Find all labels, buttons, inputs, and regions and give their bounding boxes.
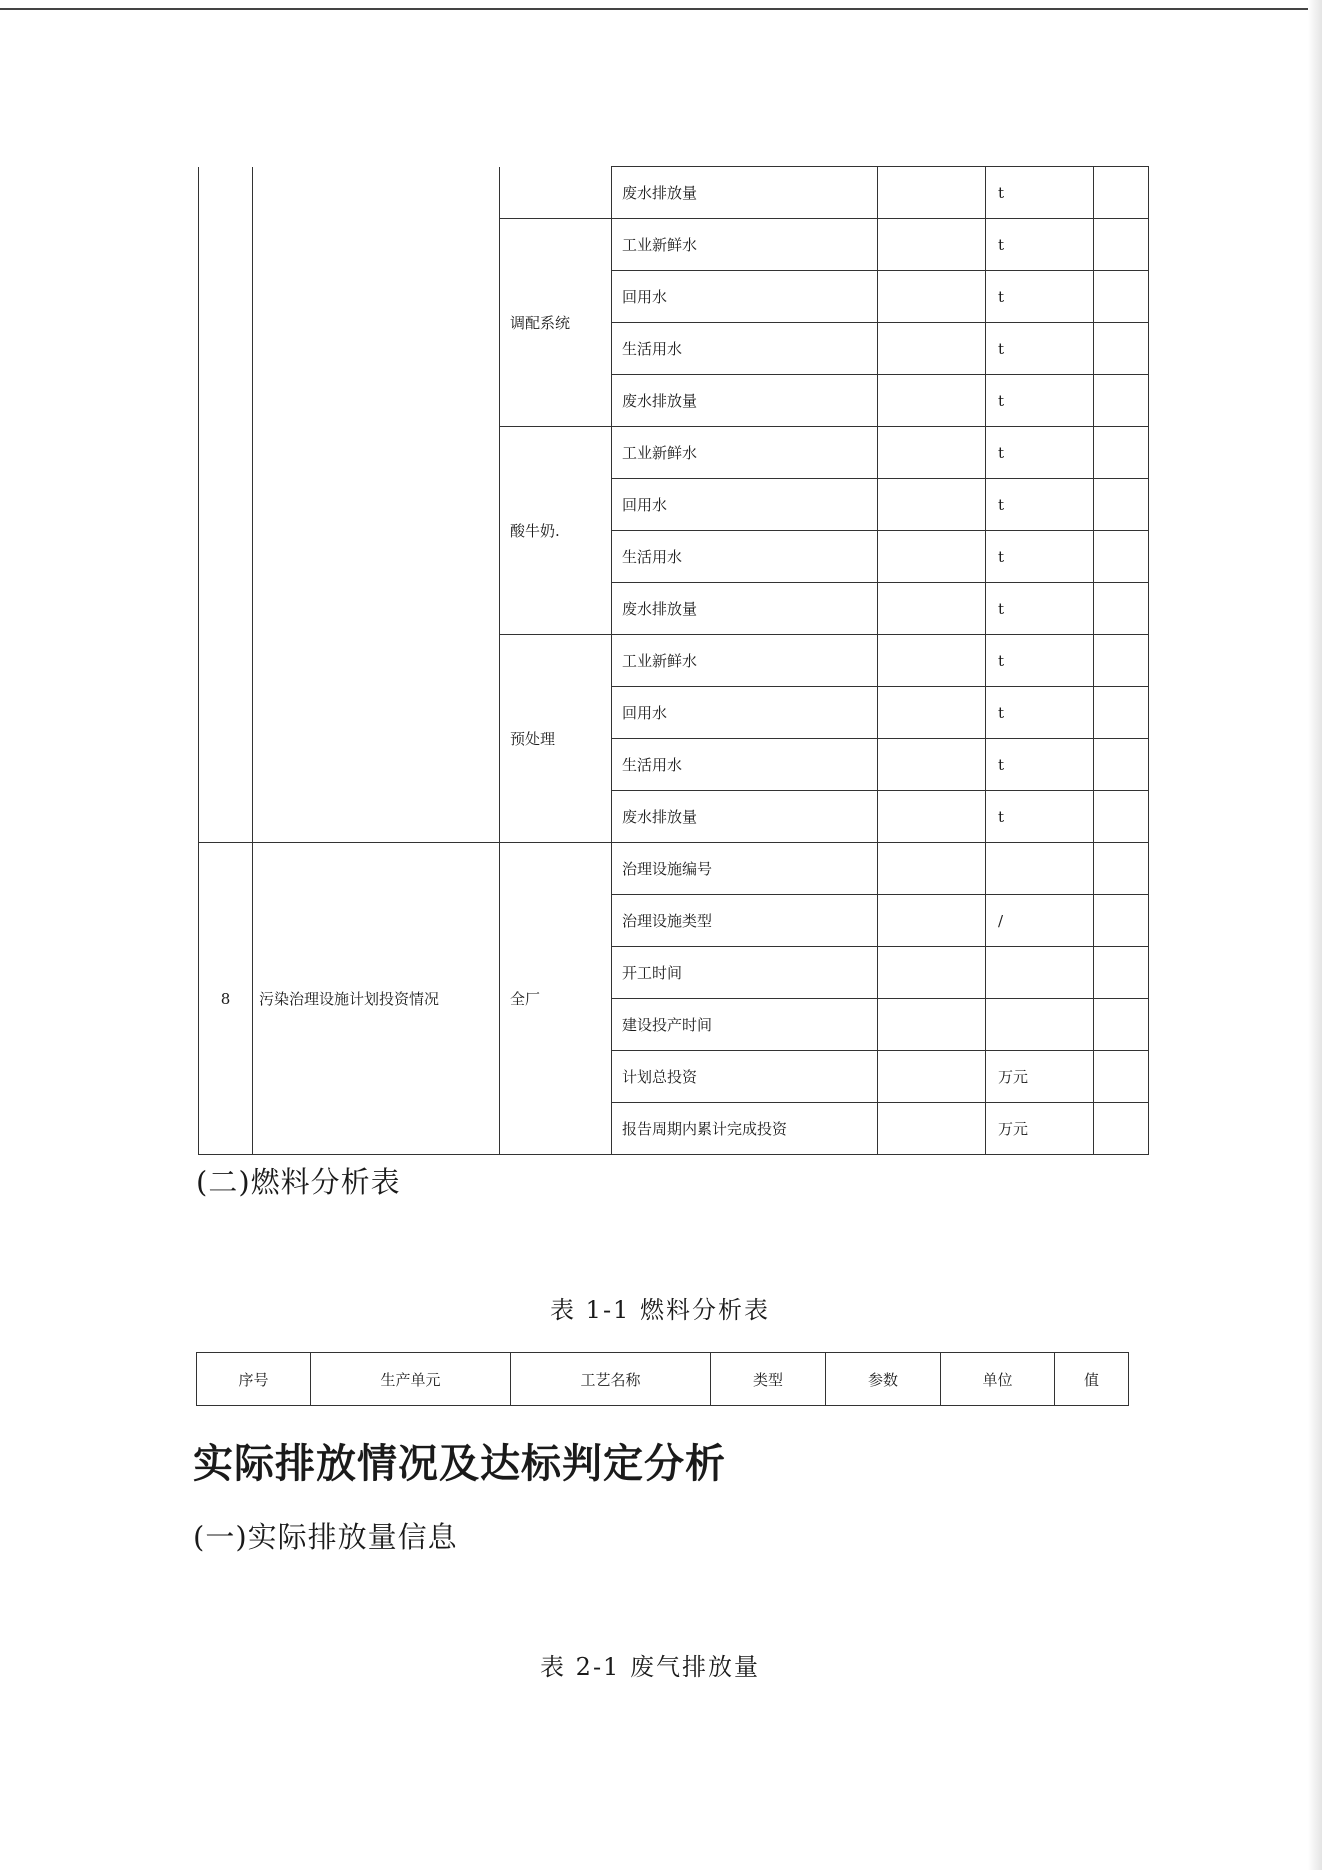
column-header: 序号 bbox=[197, 1353, 311, 1406]
value-cell bbox=[878, 1103, 986, 1155]
item-label: 工业新鲜水 bbox=[612, 427, 878, 479]
unit-cell: t bbox=[986, 479, 1094, 531]
name-cell-continued bbox=[253, 167, 500, 843]
unit-cell: 万元 bbox=[986, 1103, 1094, 1155]
value-cell bbox=[878, 791, 986, 843]
unit-cell bbox=[986, 843, 1094, 895]
note-cell bbox=[1094, 375, 1149, 427]
value-cell bbox=[878, 1051, 986, 1103]
unit-cell: / bbox=[986, 895, 1094, 947]
note-cell bbox=[1094, 1051, 1149, 1103]
value-cell bbox=[878, 479, 986, 531]
unit-cell: t bbox=[986, 739, 1094, 791]
column-header: 工艺名称 bbox=[511, 1353, 711, 1406]
table-row bbox=[199, 167, 1149, 219]
group-label: 酸牛奶. bbox=[500, 427, 612, 635]
item-label: 工业新鲜水 bbox=[612, 635, 878, 687]
item-label: 废水排放量 bbox=[612, 791, 878, 843]
column-header: 参数 bbox=[826, 1353, 941, 1406]
value-cell bbox=[878, 531, 986, 583]
value-cell bbox=[878, 895, 986, 947]
unit-cell: t bbox=[986, 427, 1094, 479]
unit-cell: t bbox=[986, 687, 1094, 739]
unit-cell: t bbox=[986, 323, 1094, 375]
chapter-heading: 实际排放情况及达标判定分析 bbox=[193, 1441, 726, 1487]
item-label: 回用水 bbox=[612, 479, 878, 531]
column-header: 单位 bbox=[941, 1353, 1055, 1406]
unit-cell bbox=[986, 947, 1094, 999]
item-label: 生活用水 bbox=[612, 531, 878, 583]
unit-cell: t bbox=[986, 271, 1094, 323]
item-label: 治理设施类型 bbox=[612, 895, 878, 947]
group-label: 预处理 bbox=[500, 635, 612, 843]
note-cell bbox=[1094, 323, 1149, 375]
value-cell bbox=[878, 323, 986, 375]
seq-cell-continued bbox=[199, 167, 253, 843]
fuel-table-caption: 表 1-1 燃料分析表 bbox=[550, 1296, 770, 1324]
value-cell bbox=[878, 635, 986, 687]
unit-cell bbox=[986, 999, 1094, 1051]
item-label: 废水排放量 bbox=[612, 167, 878, 219]
group-cell-continued bbox=[500, 167, 612, 219]
note-cell bbox=[1094, 271, 1149, 323]
page-edge-shadow bbox=[1308, 0, 1322, 1870]
item-label: 计划总投资 bbox=[612, 1051, 878, 1103]
value-cell bbox=[878, 427, 986, 479]
group-label: 调配系统 bbox=[500, 219, 612, 427]
unit-cell: 万元 bbox=[986, 1051, 1094, 1103]
unit-cell: t bbox=[986, 635, 1094, 687]
value-cell bbox=[878, 999, 986, 1051]
item-label: 建设投产时间 bbox=[612, 999, 878, 1051]
item-label: 废水排放量 bbox=[612, 583, 878, 635]
note-cell bbox=[1094, 687, 1149, 739]
note-cell bbox=[1094, 999, 1149, 1051]
unit-cell: t bbox=[986, 219, 1094, 271]
item-label: 工业新鲜水 bbox=[612, 219, 878, 271]
note-cell bbox=[1094, 479, 1149, 531]
note-cell bbox=[1094, 791, 1149, 843]
table-header-row bbox=[197, 1353, 1129, 1406]
value-cell bbox=[878, 947, 986, 999]
note-cell bbox=[1094, 531, 1149, 583]
table-row bbox=[199, 843, 1149, 895]
water-usage-table bbox=[198, 166, 1149, 1155]
scope-label: 全厂 bbox=[500, 843, 612, 1155]
value-cell bbox=[878, 271, 986, 323]
note-cell bbox=[1094, 895, 1149, 947]
exhaust-table-caption: 表 2-1 废气排放量 bbox=[540, 1653, 760, 1681]
value-cell bbox=[878, 375, 986, 427]
note-cell bbox=[1094, 635, 1149, 687]
unit-cell: t bbox=[986, 531, 1094, 583]
fuel-section-title: (二)燃料分析表 bbox=[196, 1165, 401, 1199]
note-cell bbox=[1094, 427, 1149, 479]
subsection-title: (一)实际排放量信息 bbox=[193, 1520, 458, 1554]
section-name: 污染治理设施计划投资情况 bbox=[253, 843, 500, 1155]
seq-number: 8 bbox=[199, 843, 253, 1155]
item-label: 回用水 bbox=[612, 687, 878, 739]
value-cell bbox=[878, 219, 986, 271]
column-header: 类型 bbox=[711, 1353, 826, 1406]
item-label: 生活用水 bbox=[612, 323, 878, 375]
value-cell bbox=[878, 167, 986, 219]
column-header: 值 bbox=[1055, 1353, 1129, 1406]
column-header: 生产单元 bbox=[311, 1353, 511, 1406]
note-cell bbox=[1094, 219, 1149, 271]
note-cell bbox=[1094, 583, 1149, 635]
note-cell bbox=[1094, 167, 1149, 219]
note-cell bbox=[1094, 947, 1149, 999]
unit-cell: t bbox=[986, 791, 1094, 843]
item-label: 废水排放量 bbox=[612, 375, 878, 427]
value-cell bbox=[878, 687, 986, 739]
item-label: 治理设施编号 bbox=[612, 843, 878, 895]
value-cell bbox=[878, 843, 986, 895]
value-cell bbox=[878, 739, 986, 791]
note-cell bbox=[1094, 739, 1149, 791]
item-label: 生活用水 bbox=[612, 739, 878, 791]
unit-cell: t bbox=[986, 583, 1094, 635]
note-cell bbox=[1094, 843, 1149, 895]
fuel-analysis-table bbox=[196, 1352, 1129, 1406]
unit-cell: t bbox=[986, 167, 1094, 219]
value-cell bbox=[878, 583, 986, 635]
item-label: 回用水 bbox=[612, 271, 878, 323]
top-rule bbox=[0, 8, 1322, 10]
item-label: 开工时间 bbox=[612, 947, 878, 999]
note-cell bbox=[1094, 1103, 1149, 1155]
unit-cell: t bbox=[986, 375, 1094, 427]
item-label: 报告周期内累计完成投资 bbox=[612, 1103, 878, 1155]
